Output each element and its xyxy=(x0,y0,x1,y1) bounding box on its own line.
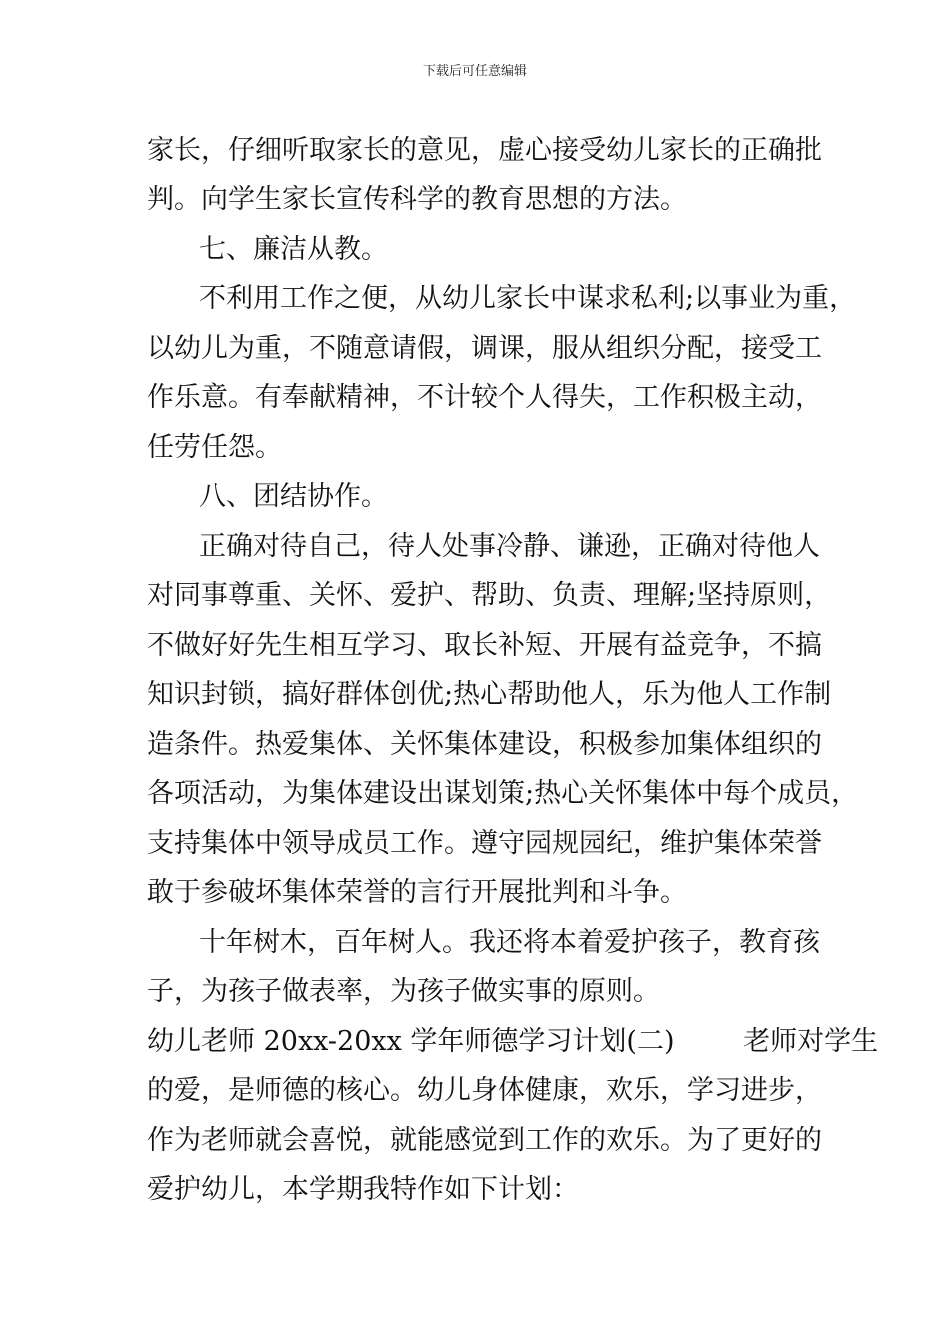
text-line: 各项活动，为集体建设出谋划策;热心关怀集体中每个成员， xyxy=(147,778,859,809)
text-line: 作为老师就会喜悦，就能感觉到工作的欢乐。为了更好的 xyxy=(147,1125,822,1156)
text-line: 家长，仔细听取家长的意见，虚心接受幼儿家长的正确批 xyxy=(147,135,822,166)
text-line: 不利用工作之便，从幼儿家长中谋求私利;以事业为重， xyxy=(199,283,857,314)
section-heading: 七、廉洁从教。 xyxy=(199,234,388,265)
text-line: 对同事尊重、关怀、爱护、帮助、负责、理解;坚持原则， xyxy=(147,580,832,611)
text-line: 知识封锁，搞好群体创优;热心帮助他人，乐为他人工作制 xyxy=(147,679,832,710)
text-line: 不做好好先生相互学习、取长补短、开展有益竞争，不搞 xyxy=(147,630,822,661)
text-line: 敢于参破坏集体荣誉的言行开展批判和斗争。 xyxy=(147,877,687,908)
section-title: 幼儿老师 20xx-20xx 学年师德学习计划(二) 老师对学生 xyxy=(147,1026,879,1057)
text-line: 子，为孩子做表率，为孩子做实事的原则。 xyxy=(147,976,660,1007)
text-line: 作乐意。有奉献精神，不计较个人得失，工作积极主动， xyxy=(147,382,822,413)
text-line: 造条件。热爱集体、关怀集体建设，积极参加集体组织的 xyxy=(147,729,822,760)
text-line: 以幼儿为重，不随意请假，调课，服从组织分配，接受工 xyxy=(147,333,822,364)
page-header: 下载后可任意编辑 xyxy=(422,64,527,79)
text-line: 的爱，是师德的核心。幼儿身体健康，欢乐，学习进步， xyxy=(147,1075,822,1106)
text-line: 十年树木，百年树人。我还将本着爱护孩子，教育孩 xyxy=(199,927,820,958)
section-heading: 八、团结协作。 xyxy=(199,481,388,512)
text-line: 爱护幼儿，本学期我特作如下计划： xyxy=(147,1174,579,1205)
text-line: 正确对待自己，待人处事冷静、谦逊，正确对待他人 xyxy=(199,531,820,562)
text-line: 支持集体中领导成员工作。遵守园规园纪，维护集体荣誉 xyxy=(147,828,822,859)
text-line: 判。向学生家长宣传科学的教育思想的方法。 xyxy=(147,184,687,215)
text-line: 任劳任怨。 xyxy=(147,432,282,463)
